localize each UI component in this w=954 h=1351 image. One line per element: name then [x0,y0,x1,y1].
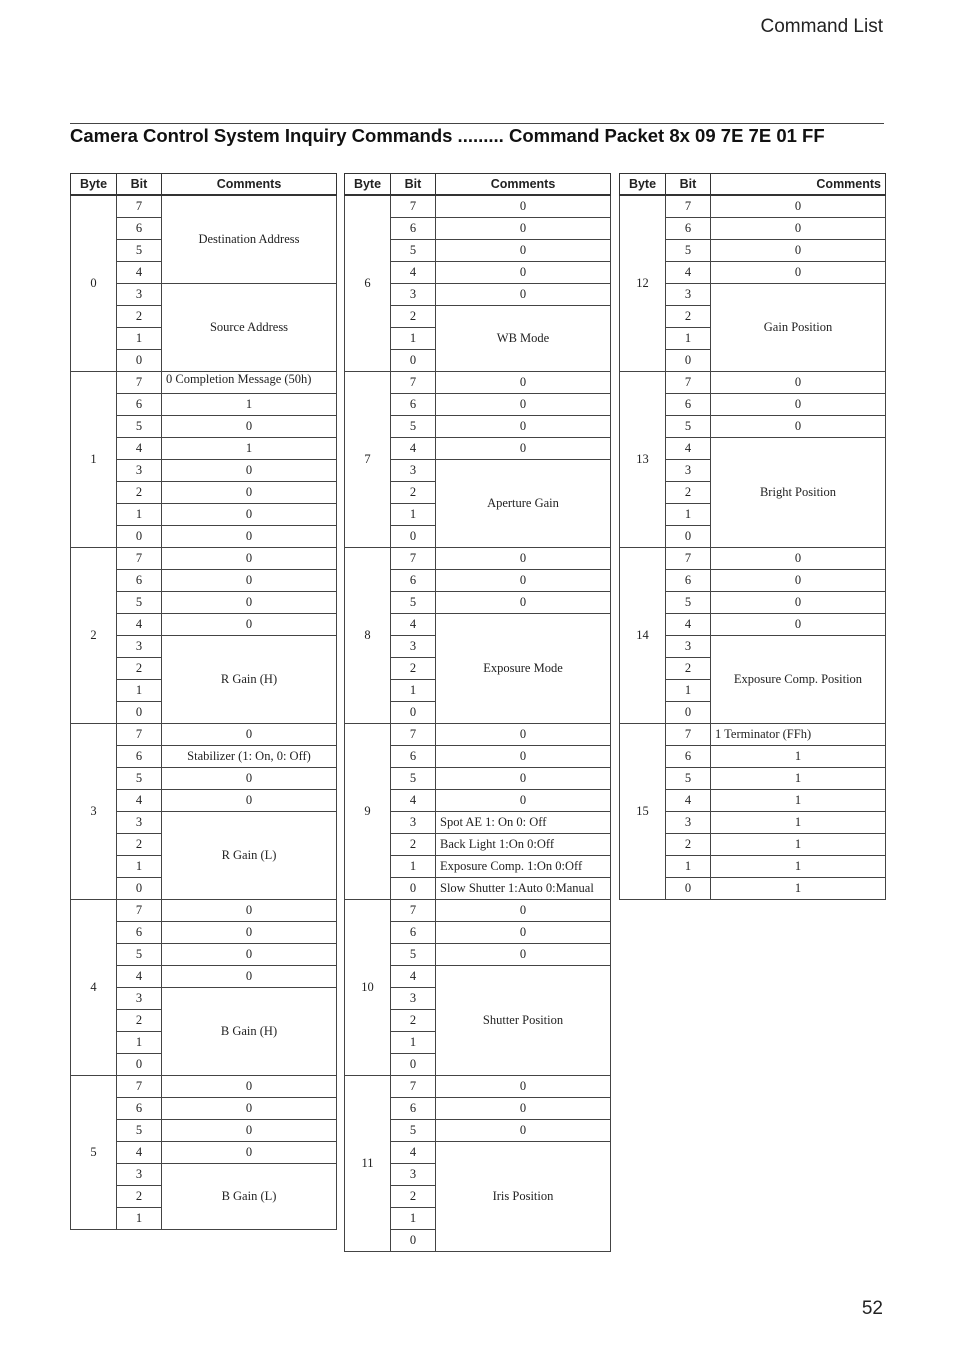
bit-cell: 2 [391,658,436,680]
comment-cell: 0 [162,724,337,746]
bit-cell: 7 [666,195,711,218]
comment-cell: 1 [711,878,886,900]
bit-cell: 6 [117,746,162,768]
comment-cell: 0 [162,526,337,548]
comment-cell: R Gain (H) [162,636,337,724]
bit-cell: 4 [391,1142,436,1164]
comment-cell: WB Mode [436,306,611,372]
bit-cell: 6 [117,922,162,944]
bit-cell: 2 [117,1010,162,1032]
table-row [71,900,337,922]
bit-cell: 0 [391,1230,436,1252]
bit-cell: 6 [117,570,162,592]
column-header: Byte [620,174,666,196]
bit-cell: 3 [391,460,436,482]
bit-cell: 6 [391,218,436,240]
bit-cell: 4 [391,790,436,812]
byte-cell: 14 [620,548,666,724]
bit-cell: 5 [117,240,162,262]
comment-cell: 0 [162,460,337,482]
bit-cell: 1 [391,680,436,702]
comment-cell: R Gain (L) [162,812,337,900]
bit-cell: 4 [666,438,711,460]
bit-cell: 2 [391,1186,436,1208]
comment-cell: 0 [162,944,337,966]
bit-cell: 1 [117,1032,162,1054]
bit-cell: 2 [117,1186,162,1208]
comment-cell: 0 [436,548,611,570]
comment-cell: Spot AE 1: On 0: Off [436,812,611,834]
comment-cell: Iris Position [436,1142,611,1252]
comment-cell: 0 [162,1142,337,1164]
bit-cell: 1 [117,1208,162,1230]
comment-cell: 0 [436,922,611,944]
byte-cell: 15 [620,724,666,900]
comment-cell: 0 [711,592,886,614]
bit-cell: 5 [391,240,436,262]
bit-cell: 0 [391,1054,436,1076]
bit-cell: 1 [117,856,162,878]
comment-cell: 0 [436,1120,611,1142]
bit-cell: 2 [391,834,436,856]
comment-cell: 0 [436,900,611,922]
comment-cell: Destination Address [162,195,337,284]
byte-cell: 4 [71,900,117,1076]
comment-cell: 0 [436,438,611,460]
column-header: Bit [117,174,162,196]
bit-cell: 6 [391,922,436,944]
bit-cell: 0 [666,526,711,548]
bit-cell: 7 [117,372,162,394]
comment-cell: Aperture Gain [436,460,611,548]
comment-cell: 1 [711,812,886,834]
comment-cell: 0 [711,614,886,636]
table-row [345,372,611,394]
bit-cell: 2 [117,834,162,856]
comment-cell: 0 [436,195,611,218]
comment-cell: 0 [162,1098,337,1120]
bit-cell: 2 [666,834,711,856]
header-row [345,174,611,196]
table-row [71,195,337,218]
bit-cell: 1 [391,856,436,878]
comment-cell: Gain Position [711,284,886,372]
bit-cell: 4 [391,614,436,636]
bit-cell: 4 [391,438,436,460]
bit-cell: 0 [391,878,436,900]
bit-cell: 0 [117,526,162,548]
bit-cell: 2 [117,482,162,504]
command-table-1 [70,173,337,1230]
comment-cell: 0 [162,922,337,944]
bit-cell: 1 [666,856,711,878]
comment-cell: 0 [436,218,611,240]
comment-cell: 0 [711,372,886,394]
comment-cell: Source Address [162,284,337,372]
comment-cell: 0 [711,394,886,416]
page-title: Camera Control System Inquiry Commands ......... Command Packet 8x 09 7E 7E 01 FF [70,125,825,146]
comment-cell: B Gain (L) [162,1164,337,1230]
section-header: Command List [760,16,883,37]
byte-cell: 8 [345,548,391,724]
bit-cell: 3 [391,988,436,1010]
comment-cell: 0 [436,416,611,438]
bit-cell: 4 [117,1142,162,1164]
comment-cell: 0 [436,746,611,768]
bit-cell: 4 [666,262,711,284]
bit-cell: 0 [117,350,162,372]
byte-cell: 1 [71,372,117,548]
bit-cell: 0 [117,1054,162,1076]
bit-cell: 7 [117,1076,162,1098]
comment-cell: Back Light 1:On 0:Off [436,834,611,856]
column-header: Comments [436,174,611,196]
bit-cell: 7 [666,548,711,570]
comment-cell: 1 [162,394,337,416]
header-row [71,174,337,196]
table-row [620,195,886,218]
comment-cell: 0 [162,614,337,636]
bit-cell: 0 [117,878,162,900]
comment-cell: 0 [436,372,611,394]
bit-cell: 7 [391,724,436,746]
byte-cell: 9 [345,724,391,900]
command-table-3 [619,173,886,900]
bit-cell: 6 [117,1098,162,1120]
table-row [620,372,886,394]
comment-cell: 1 [162,438,337,460]
command-table-2 [344,173,611,1252]
comment-cell: 0 [162,790,337,812]
bit-cell: 6 [666,746,711,768]
byte-cell: 13 [620,372,666,548]
comment-cell: 1 [711,834,886,856]
comment-cell: Bright Position [711,438,886,548]
bit-cell: 4 [117,262,162,284]
table-row [620,724,886,746]
bit-cell: 3 [117,988,162,1010]
bit-cell: 7 [391,548,436,570]
comment-cell: 1 [711,856,886,878]
bit-cell: 5 [666,768,711,790]
comment-cell: 0 [711,262,886,284]
comment-cell: 1 [711,768,886,790]
table-row [620,548,886,570]
bit-cell: 7 [391,900,436,922]
title-rule [70,123,884,124]
page-number: 52 [861,1298,883,1319]
bit-cell: 7 [666,372,711,394]
bit-cell: 7 [117,724,162,746]
bit-cell: 2 [391,306,436,328]
table-row [71,724,337,746]
bit-cell: 2 [391,482,436,504]
comment-cell: 0 [162,504,337,526]
bit-cell: 3 [391,812,436,834]
comment-cell: 0 [436,592,611,614]
column-header: Bit [666,174,711,196]
comment-cell: 0 [711,218,886,240]
comment-cell: 0 [162,482,337,504]
comment-cell: 0 [162,966,337,988]
comment-cell: 0 [162,570,337,592]
comment-cell: Shutter Position [436,966,611,1076]
comment-cell: 0 [162,1120,337,1142]
byte-cell: 10 [345,900,391,1076]
comment-cell: Exposure Comp. Position [711,636,886,724]
byte-cell: 12 [620,195,666,372]
table-row [71,548,337,570]
bit-cell: 3 [117,812,162,834]
comment-cell: Stabilizer (1: On, 0: Off) [162,746,337,768]
bit-cell: 7 [666,724,711,746]
bit-cell: 7 [117,195,162,218]
byte-cell: 6 [345,195,391,372]
bit-cell: 1 [666,680,711,702]
table-row [345,900,611,922]
bit-cell: 1 [391,1208,436,1230]
comment-cell: 1 Terminator (FFh) [711,724,886,746]
bit-cell: 6 [391,394,436,416]
byte-cell: 11 [345,1076,391,1252]
bit-cell: 1 [391,328,436,350]
comment-cell: 1 [711,746,886,768]
bit-cell: 2 [117,658,162,680]
bit-cell: 0 [117,702,162,724]
table-row [345,548,611,570]
bit-cell: 5 [117,768,162,790]
comment-cell: 0 [436,284,611,306]
comment-cell: 0 [162,1076,337,1098]
bit-cell: 5 [117,1120,162,1142]
bit-cell: 5 [666,240,711,262]
bit-cell: 1 [391,1032,436,1054]
comment-cell: 0 [711,570,886,592]
column-header: Byte [345,174,391,196]
bit-cell: 3 [391,636,436,658]
bit-cell: 3 [391,284,436,306]
comment-cell: B Gain (H) [162,988,337,1076]
bit-cell: 2 [666,306,711,328]
bit-cell: 4 [391,966,436,988]
column-header: Comments [711,174,886,196]
bit-cell: 0 [666,878,711,900]
bit-cell: 4 [117,790,162,812]
bit-cell: 4 [117,438,162,460]
bit-cell: 7 [391,372,436,394]
comment-cell: 0 [436,262,611,284]
bit-cell: 5 [391,768,436,790]
bit-cell: 2 [666,658,711,680]
bit-cell: 1 [391,504,436,526]
comment-cell: 0 [436,1098,611,1120]
bit-cell: 3 [117,636,162,658]
byte-cell: 7 [345,372,391,548]
bit-cell: 7 [391,195,436,218]
bit-cell: 6 [391,570,436,592]
comment-cell: 0 [436,724,611,746]
bit-cell: 1 [666,504,711,526]
bit-cell: 3 [117,460,162,482]
bit-cell: 3 [666,284,711,306]
comment-cell: 0 [436,394,611,416]
bit-cell: 6 [666,394,711,416]
comment-cell: 0 [162,768,337,790]
bit-cell: 7 [117,900,162,922]
bit-cell: 3 [117,1164,162,1186]
comment-cell: Slow Shutter 1:Auto 0:Manual [436,878,611,900]
bit-cell: 4 [666,790,711,812]
comment-cell: 1 [711,790,886,812]
comment-cell: 0 [436,768,611,790]
bit-cell: 3 [666,812,711,834]
bit-cell: 1 [117,328,162,350]
bit-cell: 5 [391,592,436,614]
comment-cell: 0 [711,240,886,262]
comment-cell: 0 [711,416,886,438]
bit-cell: 4 [666,614,711,636]
bit-cell: 4 [117,966,162,988]
bit-cell: 3 [117,284,162,306]
bit-cell: 0 [391,702,436,724]
bit-cell: 6 [117,394,162,416]
bit-cell: 0 [391,526,436,548]
bit-cell: 5 [117,592,162,614]
bit-cell: 3 [391,1164,436,1186]
bit-cell: 6 [391,1098,436,1120]
bit-cell: 7 [117,548,162,570]
bit-cell: 1 [117,504,162,526]
column-header: Comments [162,174,337,196]
bit-cell: 5 [666,416,711,438]
bit-cell: 0 [391,350,436,372]
table-row [345,1076,611,1098]
bit-cell: 1 [117,680,162,702]
bit-cell: 2 [391,1010,436,1032]
comment-cell: 0 [162,900,337,922]
bit-cell: 5 [391,1120,436,1142]
bit-cell: 0 [666,702,711,724]
bit-cell: 3 [666,636,711,658]
bit-cell: 7 [391,1076,436,1098]
column-header: Bit [391,174,436,196]
bit-cell: 5 [391,944,436,966]
bit-cell: 3 [666,460,711,482]
bit-cell: 6 [666,218,711,240]
comment-cell: 0 [162,416,337,438]
bit-cell: 2 [117,306,162,328]
comment-cell: 0 [162,592,337,614]
bit-cell: 6 [117,218,162,240]
bit-cell: 4 [391,262,436,284]
comment-cell: 0 [436,1076,611,1098]
comment-cell: 0 [436,240,611,262]
comment-cell: 0 [436,570,611,592]
comment-cell: Exposure Comp. 1:On 0:Off [436,856,611,878]
comment-cell: 0 Completion Message (50h) [162,372,337,394]
bit-cell: 6 [391,746,436,768]
bit-cell: 5 [117,944,162,966]
bit-cell: 2 [666,482,711,504]
byte-cell: 3 [71,724,117,900]
comment-cell: Exposure Mode [436,614,611,724]
header-row [620,174,886,196]
bit-cell: 6 [666,570,711,592]
comment-cell: 0 [436,790,611,812]
bit-cell: 0 [666,350,711,372]
comment-cell: 0 [436,944,611,966]
bit-cell: 5 [117,416,162,438]
byte-cell: 5 [71,1076,117,1230]
bit-cell: 5 [666,592,711,614]
table-row [345,195,611,218]
bit-cell: 4 [117,614,162,636]
bit-cell: 1 [666,328,711,350]
comment-cell: 0 [711,548,886,570]
comment-cell: 0 [711,195,886,218]
byte-cell: 0 [71,195,117,372]
bit-cell: 5 [391,416,436,438]
comment-cell: 0 [162,548,337,570]
table-row [345,724,611,746]
column-header: Byte [71,174,117,196]
table-row [71,1076,337,1098]
byte-cell: 2 [71,548,117,724]
